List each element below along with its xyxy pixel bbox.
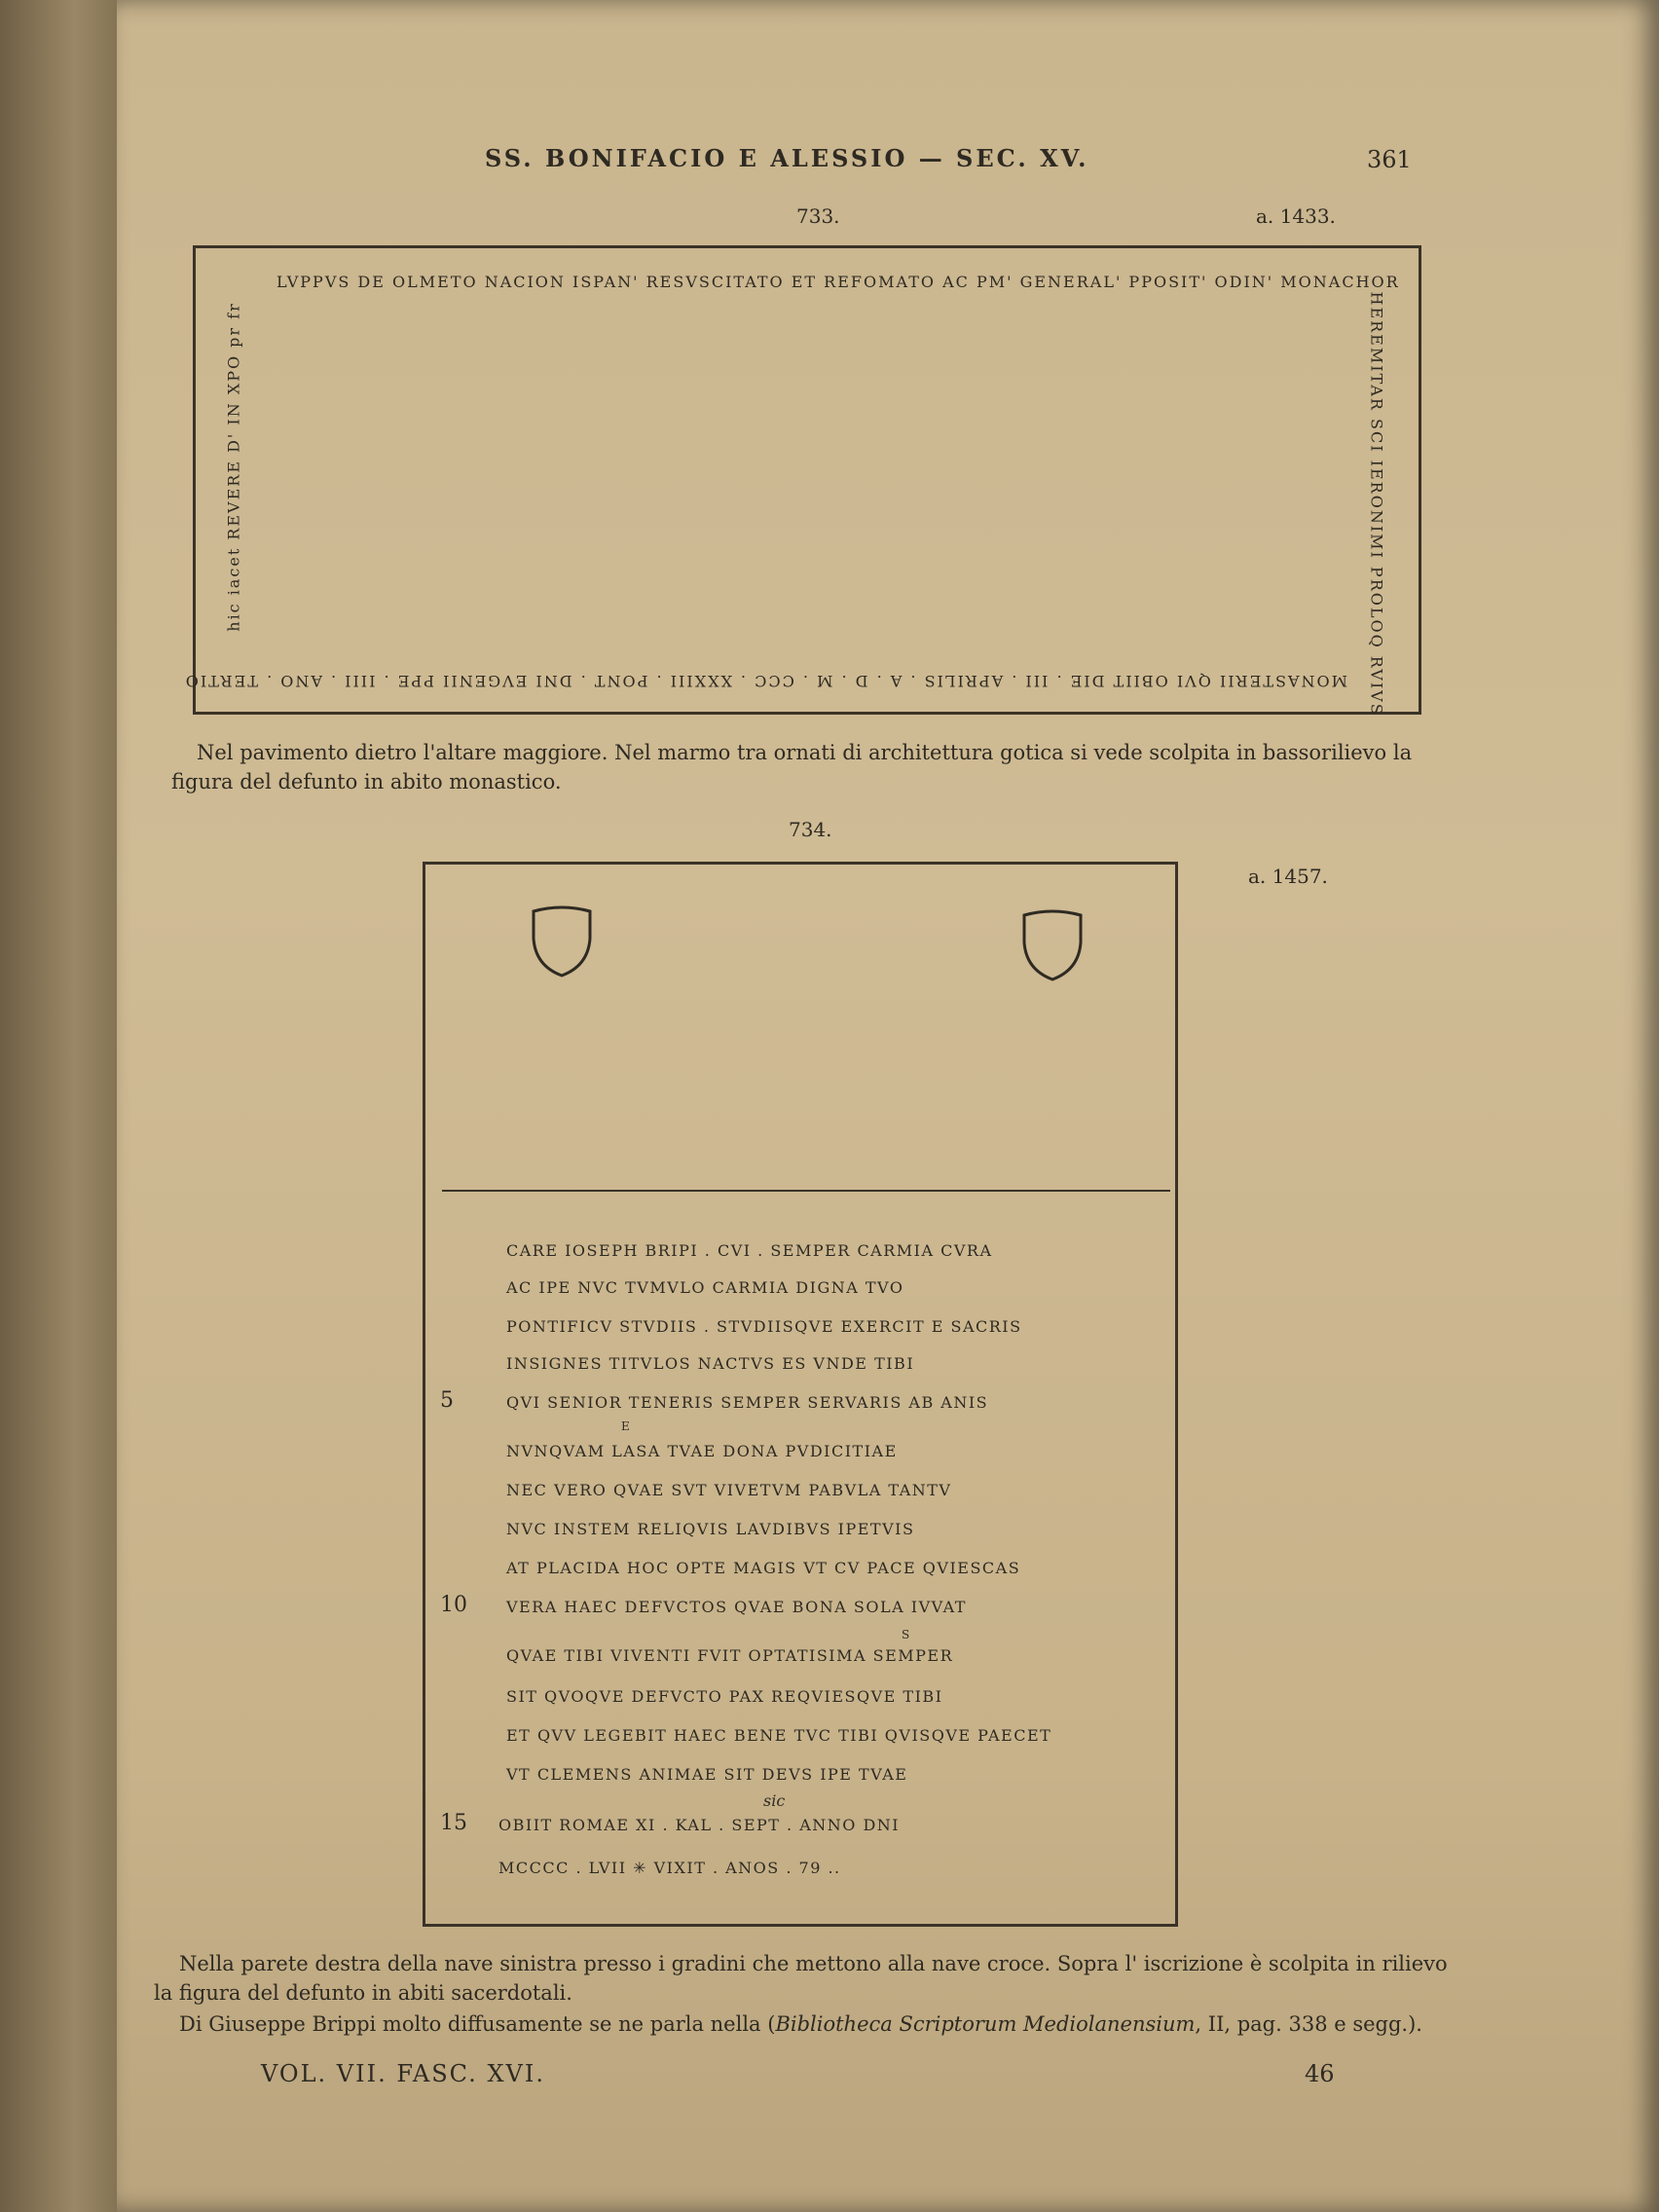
- inscription-734-year: a. 1457.: [1248, 865, 1328, 888]
- right-shield-icon: [1020, 909, 1085, 983]
- epitaph-line: CARE IOSEPH BRIPI . CVI . SEMPER CARMIA CVRA: [506, 1241, 993, 1260]
- inscription-734-number: 734.: [789, 818, 832, 841]
- epitaph-line: VERA HAEC DEFVCTOS QVAE BONA SOLA IVVAT: [506, 1598, 967, 1616]
- inscription-734-reference: [154, 2009, 1468, 2039]
- reference-prefix: Di Giuseppe Brippi molto diffusamente se ne parla nella (: [179, 2012, 776, 2036]
- inscription-733-right-text: HEREMITAR SCI IERONIMI PROLOQ RVIVS: [1367, 291, 1386, 717]
- inscription-733-bottom-text: MONASTERII QVI OBIIT DIE . III . APRILIS . A . D . M . CCC . XXXIII . PONT . DNI EVGENII PPE . IIII . ANO . TERTIO: [183, 672, 1347, 690]
- interlinear-e: E: [621, 1419, 630, 1433]
- epitaph-line: QVAE TIBI VIVENTI FVIT OPTATISIMA SEMPER: [506, 1646, 954, 1665]
- epitaph-line: NEC VERO QVAE SVT VIVETVM PABVLA TANTV: [506, 1481, 952, 1499]
- line-number-5: 5: [440, 1388, 454, 1413]
- epitaph-line: AT PLACIDA HOC OPTE MAGIS VT CV PACE QVIESCAS: [506, 1559, 1021, 1577]
- line-number-10: 10: [440, 1593, 467, 1617]
- inscription-733-year: a. 1433.: [1256, 204, 1336, 228]
- inscription-733-frame: [183, 245, 1421, 715]
- inscription-733-left-text: hic iacet REVERE D' IN XPO pr fr: [224, 302, 243, 632]
- line-number-15: 15: [440, 1811, 467, 1835]
- inscription-733-caption: Nel pavimento dietro l'altare maggiore. Nel marmo tra ornati di architettura gotica si vede scolpita in bassorilievo la figura del defunto in abito monastico.: [171, 741, 1413, 793]
- footer-signature: 46: [1305, 2060, 1335, 2087]
- epitaph-line: MCCCC . LVII ✳ VIXIT . ANOS . 79 ..: [498, 1859, 841, 1877]
- inscription-733-top-text: LVPPVS DE OLMETO NACION ISPAN' RESVSCITATO ET REFOMATO AC PM' GENERAL' PPOSIT' ODIN' MONACHOR: [276, 273, 1400, 291]
- epitaph-line: NVC INSTEM RELIQVIS LAVDIBVS IPETVIS: [506, 1520, 915, 1538]
- epitaph-line: PONTIFICV STVDIIS . STVDIISQVE EXERCIT E SACRIS: [506, 1317, 1022, 1336]
- epitaph-line: INSIGNES TITVLOS NACTVS ES VNDE TIBI: [506, 1354, 915, 1373]
- running-head: SS. BONIFACIO E ALESSIO — SEC. XV.: [485, 144, 1089, 172]
- epitaph-line: NVNQVAM LASA TVAE DONA PVDICITIAE: [506, 1442, 898, 1460]
- footer-volume: VOL. VII. FASC. XVI.: [261, 2060, 545, 2087]
- reference-suffix: , II, pag. 338 e segg.).: [1195, 2012, 1422, 2036]
- epitaph-line: AC IPE NVC TVMVLO CARMIA DIGNA TVO: [506, 1278, 904, 1297]
- reference-title: Bibliotheca Scriptorum Mediolanensium: [775, 2012, 1196, 2036]
- epitaph-line: OBIIT ROMAE XI . KAL . SEPT . ANNO DNI: [498, 1816, 901, 1834]
- page-number: 361: [1367, 146, 1412, 173]
- facing-page-edge: [0, 0, 136, 2212]
- inscription-734-caption: Nella parete destra della nave sinistra presso i gradini che mettono alla nave croce. Sopra l' iscrizione è scolpita in rilievo la figura del defunto in abiti sacerdotali.: [154, 1952, 1448, 2005]
- epitaph-line: VT CLEMENS ANIMAE SIT DEVS IPE TVAE: [506, 1765, 908, 1784]
- interlinear-s: S: [902, 1628, 910, 1641]
- epitaph-line: ET QVV LEGEBIT HAEC BENE TVC TIBI QVISQVE PAECET: [506, 1726, 1052, 1745]
- inscription-734-divider: [442, 1190, 1170, 1192]
- epitaph-line: QVI SENIOR TENERIS SEMPER SERVARIS AB ANIS: [506, 1393, 989, 1412]
- epitaph-line: SIT QVOQVE DEFVCTO PAX REQVIESQVE TIBI: [506, 1687, 943, 1706]
- sic-note: sic: [763, 1791, 786, 1810]
- left-shield-icon: [530, 905, 594, 979]
- inscription-733-number: 733.: [796, 204, 840, 228]
